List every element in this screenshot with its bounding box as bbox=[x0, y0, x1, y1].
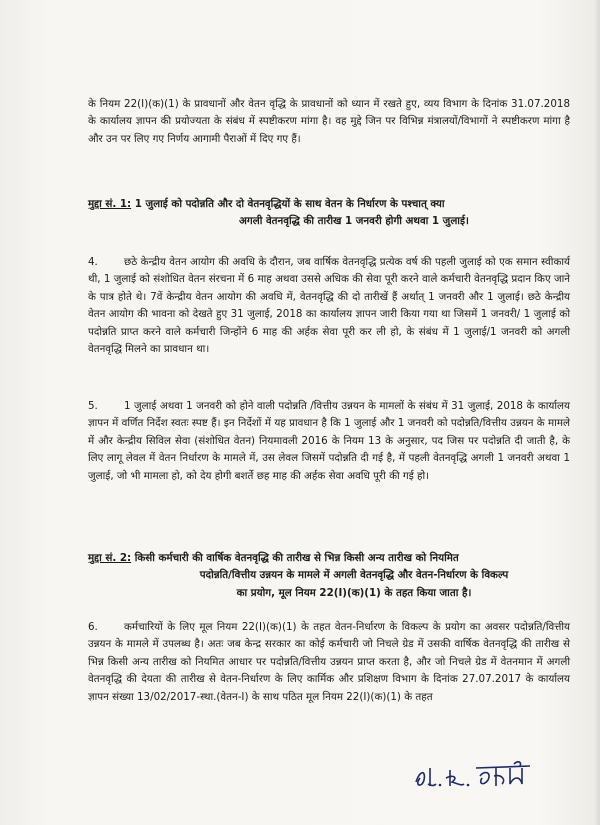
issue-2-tag: मुद्दा सं. 2: bbox=[88, 552, 132, 564]
issue-1-heading bbox=[88, 196, 570, 231]
paragraph-4 bbox=[88, 254, 570, 358]
page-edge-shadow bbox=[594, 0, 600, 825]
paragraph-4-text: छठे केन्द्रीय वेतन आयोग की अवधि के दौरान, जब वार्षिक वेतनवृद्धि प्रत्येक वर्ष की पहली जुलाई को एक समान स्वीकार्य थी, 1 जुलाई को संशोधित वेतन संरचना में 6 माह अथवा उससे अधिक की सेवा पूरी करने वाले कर्मचारी वेतनवृद्धि प्रदान किए जाने के पात्र होते थे। 7वें केन्द्रीय वेतन आयोग की अवधि में, वेतनवृद्धि की दो तारीखें हैं अर्थात् 1 जनवरी और 1 जुलाई। छठे केन्द्रीय वेतन आयोग की भावना को देखते हुए 31 जुलाई, 2018 का कार्यालय ज्ञापन जारी किया गया था जिसमें 1 जनवरी/ 1 जुलाई को पदोन्नति प्राप्त करने वाले कर्मचारी जिन्होंने 6 माह की अर्हक सेवा पूरी कर ली हो, के संबंध में 1 जुलाई/1 जनवरी को अगली वेतनवृद्धि मिलने का प्रावधान था। bbox=[88, 256, 570, 356]
paragraph-5-number: 5. bbox=[88, 400, 98, 412]
issue-2-text-line2: पदोन्नति/वित्तीय उन्नयन के मामले में अगली वेतनवृद्धि और वेतन-निर्धारण के विकल्प bbox=[199, 569, 509, 582]
paragraph-6-text: कर्मचारियों के लिए मूल नियम 22(I)(क)(1) के तहत वेतन-निर्धारण के विकल्प के प्रयोग का अवसर पदोन्नति/वित्तीय उन्नयन के मामले में उपलब्ध है। अतः जब केन्द्र सरकार का कोई कर्मचारी जो निचले ग्रेड में उसकी वार्षिक वेतनवृद्धि की तारीख से भिन्न किसी अन्य तारीख को नियमित आधार पर पदोन्नति/वित्तीय उन्नयन प्राप्त करता है, और जो निचले ग्रेड में वेतनमान में अगली वेतनवृद्धि की देयता की तारीख से वेतन-निर्धारण के लिए कार्मिक और प्रशिक्षण विभाग के दिनांक 27.07.2017 के कार्यालय ज्ञापन संख्या 13/02/2017-स्था.(वेतन-I) के साथ पठित मूल नियम 22(I)(क)(1) के तहत bbox=[88, 621, 570, 703]
intro-paragraph bbox=[88, 96, 570, 148]
paragraph-6-number: 6. bbox=[88, 621, 98, 633]
signature-drawing bbox=[410, 756, 540, 796]
handwritten-signature bbox=[410, 756, 540, 796]
issue-1-text-line2: अगली वेतनवृद्धि की तारीख 1 जनवरी होगी अथवा 1 जुलाई। bbox=[239, 215, 469, 228]
intro-text: के नियम 22(I)(क)(1) के प्रावधानों और वेतन वृद्धि के प्रावधानों को ध्यान में रखते हुए, व्यय विभाग के दिनांक 31.07.2018 के कार्यालय ज्ञापन की प्रयोज्यता के संबंध में स्पष्टीकरण मांगा है। वह मुद्दे जिन पर विभिन्न मंत्रालयों/विभागों ने स्पष्टीकरण मांगा है और उन पर लिए गए निर्णय आगामी पैराओं में दिए गए हैं। bbox=[88, 98, 570, 145]
paragraph-6 bbox=[88, 619, 570, 706]
issue-2-text: किसी कर्मचारी की वार्षिक वेतनवृद्धि की तारीख से भिन्न किसी अन्य तारीख को नियमित bbox=[134, 552, 459, 564]
paragraph-5 bbox=[88, 398, 570, 485]
paragraph-4-number: 4. bbox=[88, 256, 98, 268]
issue-2-text-line3: का प्रयोग, मूल नियम 22(I)(क)(1) के तहत किया जाता है। bbox=[236, 586, 472, 599]
paragraph-5-text: 1 जुलाई अथवा 1 जनवरी को होने वाली पदोन्नति /वित्तीय उन्नयन के मामलों के संबंध में 31 जुलाई, 2018 के कार्यालय ज्ञापन में वर्णित निर्देश स्वतः स्पष्ट हैं। इन निर्देशों में यह प्रावधान है कि 1 जुलाई और 1 जनवरी को पदोन्नति/वित्तीय उन्नयन के मामले में और केन्द्रीय सिविल सेवा (संशोधित वेतन) नियमावली 2016 के नियम 13 के अनुसार, पद जिस पर पदोन्नति दी जाती है, के लिए लागू लेवल में वेतन निर्धारण के मामले में, उस लेवल जिसमें पदोन्नति दी गई है, में पहली वेतनवृद्धि अगली 1 जनवरी अथवा 1 जुलाई, जो भी मामला हो, को देय होगी बशर्ते छह माह की अर्हक सेवा अवधि पूरी की गई हो। bbox=[88, 400, 570, 482]
issue-2-heading bbox=[88, 550, 570, 602]
issue-1-text: 1 जुलाई को पदोन्नति और दो वेतनवृद्धियों के साथ वेतन के निर्धारण के पश्चात् क्या bbox=[134, 198, 445, 210]
issue-1-tag: मुद्दा सं. 1: bbox=[88, 198, 132, 210]
